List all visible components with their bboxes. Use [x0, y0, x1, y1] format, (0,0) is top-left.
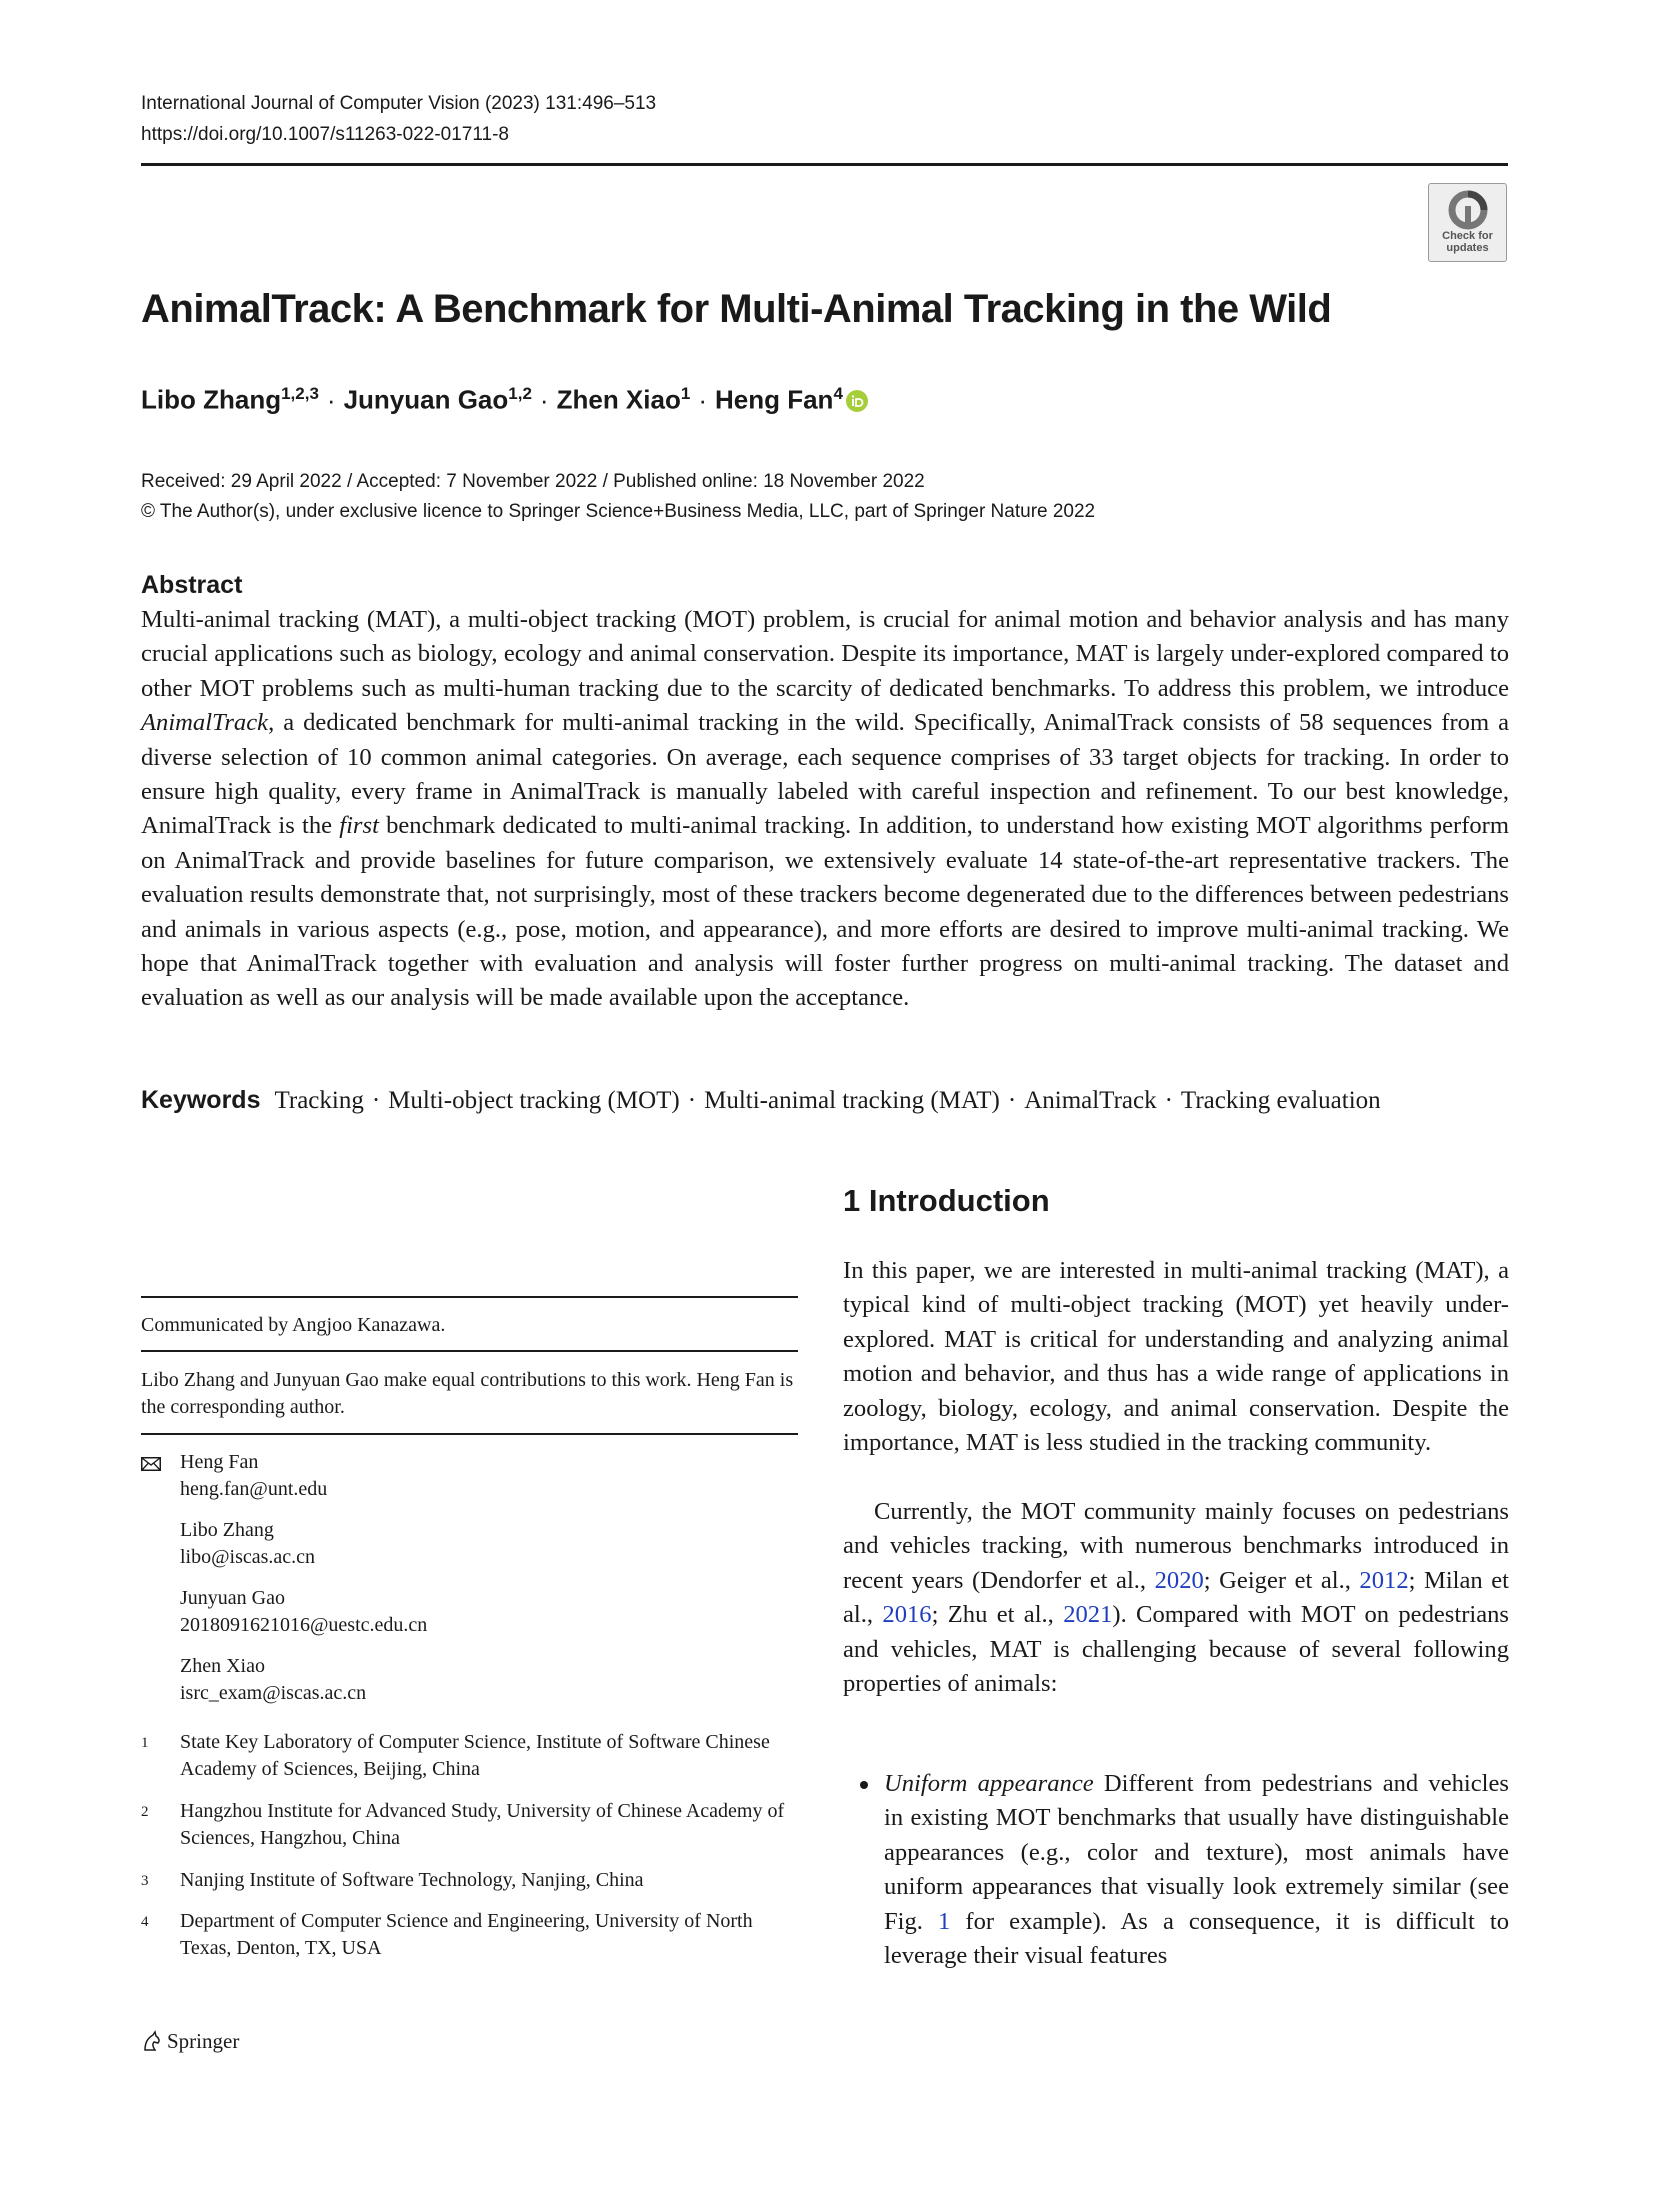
abstract-part: Multi-animal tracking (MAT), a multi-object tracking (MOT) problem, is crucial for animal motion and behavior analysis and has many crucial applications such as biology, ecology and animal conservation. Despite its importance, MAT is largely under-explored compared to other MOT problems such as multi-human tracking due to the scarcity of dedicated benchmarks. To address this problem, we introduce: [141, 606, 1509, 702]
affiliation-text: Hangzhou Institute for Advanced Study, University of Chinese Academy of Sciences, Hangzhou, China: [180, 1800, 785, 1849]
bullet-part: Different from pedestrians and vehicles in existing MOT benchmarks that usually have distinguishable appearances (e.g., color and texture), most animals have uniform appearances that visually look extremely similar (see Fig.: [884, 1770, 1510, 1935]
affiliation-number: 1: [141, 1735, 149, 1751]
contribution-note: Libo Zhang and Junyuan Gao make equal contributions to this work. Heng Fan is the corresponding author.: [141, 1369, 794, 1418]
abstract-part: , a dedicated benchmark for multi-animal tracking in the wild. Specifically, AnimalTrack consists of 58 sequences from a diverse selection of 10 common animal categories. On average, each sequence comprises of 33 target objects for tracking. In order to ensure high quality, every frame in AnimalTrack is manually labeled with careful inspection and refinement. To our best knowledge, AnimalTrack is the: [141, 709, 1509, 840]
keyword: Tracking: [274, 1087, 364, 1114]
keyword: Tracking evaluation: [1180, 1087, 1381, 1114]
journal-citation: International Journal of Computer Vision (2023) 131:496–513: [141, 93, 657, 114]
paragraph-text: ; Milan et al.,: [843, 1566, 1509, 1629]
communicated-note: Communicated by Angjoo Kanazawa.: [141, 1314, 446, 1336]
dates-line: Received: 29 April 2022 / Accepted: 7 November 2022 / Published online: 18 November 2022: [141, 471, 925, 492]
envelope-icon: [141, 1457, 161, 1471]
contact-entry: [180, 1653, 366, 1707]
author-separator: ·: [326, 384, 336, 415]
contact-name: Junyuan Gao: [180, 1587, 285, 1609]
abstract-heading: Abstract: [141, 571, 243, 599]
paragraph-text: Currently, the MOT community mainly focuses on pedestrians and vehicles tracking, with numerous benchmarks introduced in recent years (Dendorfer et al.,: [843, 1498, 1509, 1594]
bullet-part: for example). As a consequence, it is difficult to leverage their visual features: [884, 1907, 1510, 1970]
keywords-label: Keywords: [141, 1086, 261, 1114]
springer-logo: [141, 2029, 239, 2054]
check-for-updates-badge[interactable]: [1428, 183, 1507, 262]
badge-line-2: updates: [1446, 242, 1489, 254]
paragraph-text: ; Zhu et al.,: [931, 1601, 1064, 1629]
header-rule: [141, 163, 1508, 166]
keyword-separator: ·: [687, 1087, 697, 1114]
check-updates-icon: [1448, 190, 1488, 230]
bullet-dot: [860, 1781, 868, 1789]
keyword: AnimalTrack: [1024, 1087, 1157, 1114]
citation-link[interactable]: 2012: [1359, 1566, 1409, 1594]
footnote-rule: [141, 1350, 798, 1352]
abstract-emphasis: first: [339, 812, 379, 840]
contact-email[interactable]: heng.fan@unt.edu: [180, 1478, 328, 1500]
keyword-separator: ·: [1164, 1087, 1173, 1114]
contact-entry: [180, 1585, 427, 1639]
affiliation-text: Department of Computer Science and Engineering, University of North Texas, Denton, TX, USA: [180, 1910, 753, 1959]
footnote-rule: [141, 1433, 798, 1435]
keywords: [141, 1086, 1381, 1115]
abstract-text: [141, 603, 1509, 1016]
author-name[interactable]: Junyuan Gao: [343, 384, 509, 415]
intro-paragraph: [843, 1495, 1509, 1701]
footnote-rule: [141, 1296, 798, 1298]
contact-entry: [180, 1517, 315, 1571]
keyword: Multi-animal tracking (MAT): [704, 1087, 1000, 1114]
figure-link[interactable]: 1: [938, 1907, 951, 1935]
bullet-emphasis: Uniform appearance: [884, 1770, 1094, 1797]
author-name[interactable]: Libo Zhang: [141, 384, 282, 415]
affiliation-text: Nanjing Institute of Software Technology, Nanjing, China: [180, 1869, 644, 1891]
paper-title: AnimalTrack: A Benchmark for Multi-Animal Tracking in the Wild: [141, 287, 1332, 331]
doi-link[interactable]: https://doi.org/10.1007/s11263-022-01711-8: [141, 124, 509, 145]
author-name[interactable]: Heng Fan: [714, 384, 834, 415]
publisher-name: Springer: [167, 2029, 240, 2053]
citation-link[interactable]: 2016: [882, 1601, 932, 1629]
contact-email[interactable]: 2018091621016@uestc.edu.cn: [180, 1614, 428, 1636]
author-separator: ·: [539, 384, 549, 415]
abstract-emphasis: AnimalTrack: [141, 709, 269, 737]
author-affiliation: 4: [833, 384, 843, 403]
affiliation-number: 2: [141, 1804, 149, 1820]
author-separator: ·: [698, 384, 707, 415]
springer-horse-icon: [141, 2030, 163, 2052]
intro-paragraph: In this paper, we are interested in multi-animal tracking (MAT), a typical kind of multi-object tracking (MOT) yet heavily under-explored. MAT is critical for understanding and analyzing animal motion and behavior, and thus has a wide range of applications in zoology, biology, ecology, and animal conservation. Despite the importance, MAT is less studied in the tracking community.: [843, 1257, 1509, 1457]
abstract-part: benchmark dedicated to multi-animal tracking. In addition, to understand how existing MOT algorithms perform on AnimalTrack and provide baselines for future comparison, we extensively evaluate 14 state-of-the-art representative trackers. The evaluation results demonstrate that, not surprisingly, most of these trackers become degenerated due to the differences between pedestrians and animals in various aspects (e.g., pose, motion, and appearance), and more efforts are desired to improve multi-animal tracking. We hope that AnimalTrack together with evaluation and analysis will foster further progress on multi-animal tracking. The dataset and evaluation as well as our analysis will be made available upon the acceptance.: [141, 812, 1510, 1012]
badge-line-1: Check for: [1442, 230, 1493, 242]
affiliation-number: 4: [141, 1914, 149, 1930]
author-list: [141, 384, 868, 416]
orcid-icon[interactable]: [846, 390, 868, 412]
author-affiliation: 1,2: [508, 384, 532, 403]
contact-name: Heng Fan: [180, 1451, 259, 1473]
keyword-separator: ·: [371, 1087, 381, 1114]
keyword-separator: ·: [1007, 1087, 1017, 1114]
section-heading: 1 Introduction: [843, 1183, 1050, 1218]
publication-dates: [141, 467, 1095, 527]
bullet-text: [884, 1767, 1509, 1973]
contact-email[interactable]: libo@iscas.ac.cn: [180, 1546, 316, 1568]
affiliation-text: State Key Laboratory of Computer Science, Institute of Software Chinese Academy of Sciences, Beijing, China: [180, 1731, 770, 1780]
author-affiliation: 1: [680, 384, 691, 403]
citation-link[interactable]: 2021: [1063, 1601, 1113, 1629]
contact-email[interactable]: isrc_exam@iscas.ac.cn: [180, 1682, 367, 1704]
journal-header: [141, 88, 656, 150]
paragraph-text: ). Compared with MOT on pedestrians and vehicles, MAT is challenging because of several following properties of animals:: [843, 1601, 1510, 1698]
contact-entry: [180, 1449, 327, 1503]
copyright-line: © The Author(s), under exclusive licence to Springer Science+Business Media, LLC, part of Springer Nature 2022: [141, 501, 1096, 522]
contact-name: Libo Zhang: [180, 1519, 274, 1541]
citation-link[interactable]: 2020: [1154, 1566, 1204, 1594]
keyword: Multi-object tracking (MOT): [388, 1087, 680, 1114]
paragraph-text: ; Geiger et al.,: [1203, 1566, 1360, 1594]
author-affiliation: 1,2,3: [281, 384, 319, 403]
affiliation-number: 3: [141, 1873, 149, 1889]
contact-name: Zhen Xiao: [180, 1655, 265, 1677]
author-name[interactable]: Zhen Xiao: [556, 384, 681, 415]
